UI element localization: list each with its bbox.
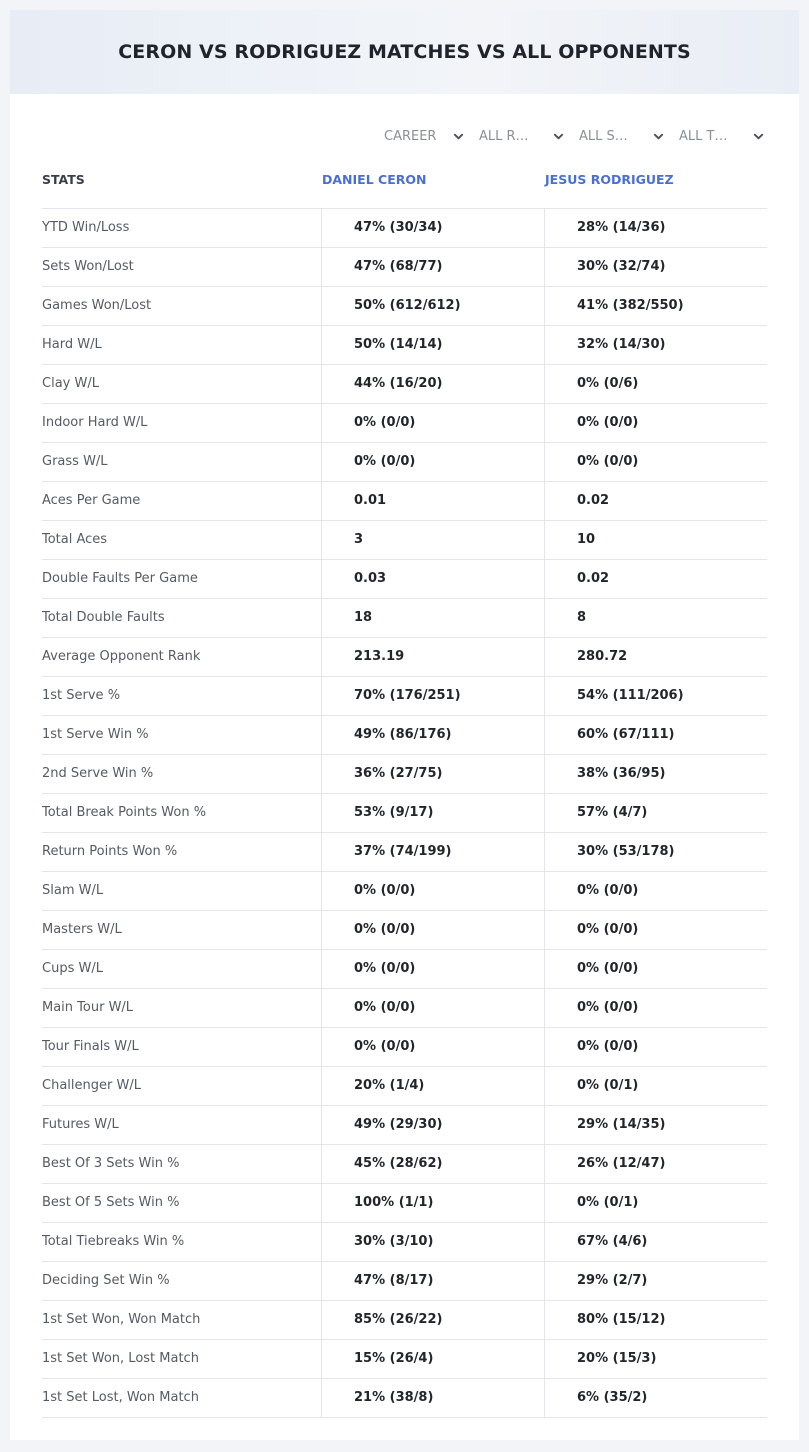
- table-header: [42, 172, 767, 208]
- player2-value: 0% (0/0): [544, 950, 767, 988]
- table-row: [42, 248, 767, 287]
- player1-value: 47% (68/77): [321, 248, 543, 286]
- page-header: [10, 10, 799, 94]
- player1-value: 45% (28/62): [321, 1145, 543, 1183]
- player1-value: 21% (38/8): [321, 1379, 543, 1417]
- stat-label: Tour Finals W/L: [42, 1039, 139, 1054]
- stat-label: Main Tour W/L: [42, 1000, 134, 1015]
- table-row: [42, 521, 767, 560]
- stat-label: 1st Serve Win %: [42, 727, 149, 742]
- stat-label: Best Of 3 Sets Win %: [42, 1156, 180, 1171]
- table-row: [42, 638, 767, 677]
- table-row: [42, 1301, 767, 1340]
- table-row: [42, 989, 767, 1028]
- player1-value: 0% (0/0): [321, 950, 543, 988]
- stat-label: Average Opponent Rank: [42, 649, 201, 664]
- stat-label: Games Won/Lost: [42, 298, 152, 313]
- player2-value: 0% (0/0): [544, 872, 767, 910]
- filter-tournament-select[interactable]: [679, 126, 764, 146]
- table-row: [42, 872, 767, 911]
- player1-value: 0% (0/0): [321, 443, 543, 481]
- player1-value: 47% (30/34): [321, 209, 543, 247]
- player1-link[interactable]: DANIEL CERON: [322, 172, 427, 187]
- filter-round-select[interactable]: [479, 126, 564, 146]
- player1-value: 49% (86/176): [321, 716, 543, 754]
- stat-label: 1st Set Lost, Won Match: [42, 1390, 199, 1405]
- player2-value: 67% (4/6): [544, 1223, 767, 1261]
- player1-value: 0% (0/0): [321, 1028, 543, 1066]
- table-row: [42, 1223, 767, 1262]
- table-row: [42, 1379, 767, 1418]
- table-row: [42, 1262, 767, 1301]
- player2-value: 38% (36/95): [544, 755, 767, 793]
- player2-value: 20% (15/3): [544, 1340, 767, 1378]
- table-row: [42, 482, 767, 521]
- player1-value: 213.19: [321, 638, 543, 676]
- player2-link[interactable]: JESUS RODRIGUEZ: [545, 172, 674, 187]
- player2-value: 29% (2/7): [544, 1262, 767, 1300]
- stat-label: Grass W/L: [42, 454, 108, 469]
- player1-value: 0% (0/0): [321, 989, 543, 1027]
- table-row: [42, 287, 767, 326]
- player1-value: 50% (14/14): [321, 326, 543, 364]
- player2-value: 0% (0/0): [544, 911, 767, 949]
- table-row: [42, 326, 767, 365]
- filter-period-select[interactable]: [384, 126, 464, 146]
- filter-surface-label: ALL S…: [579, 128, 628, 144]
- player2-value: 0% (0/6): [544, 365, 767, 403]
- player1-value: 0% (0/0): [321, 911, 543, 949]
- player1-value: 36% (27/75): [321, 755, 543, 793]
- player1-value: 0.01: [321, 482, 543, 520]
- player2-value: 0% (0/0): [544, 404, 767, 442]
- stat-label: 1st Set Won, Lost Match: [42, 1351, 199, 1366]
- player1-value: 18: [321, 599, 543, 637]
- table-row: [42, 365, 767, 404]
- player2-value: 0% (0/0): [544, 1028, 767, 1066]
- player1-value: 44% (16/20): [321, 365, 543, 403]
- player2-value: 280.72: [544, 638, 767, 676]
- player2-value: 80% (15/12): [544, 1301, 767, 1339]
- table-row: [42, 1028, 767, 1067]
- table-row: [42, 911, 767, 950]
- player2-value: 30% (32/74): [544, 248, 767, 286]
- player1-value: 50% (612/612): [321, 287, 543, 325]
- stats-column-header: STATS: [42, 172, 85, 187]
- player2-value: 29% (14/35): [544, 1106, 767, 1144]
- player2-value: 0% (0/1): [544, 1067, 767, 1105]
- player1-value: 3: [321, 521, 543, 559]
- stat-label: Total Double Faults: [42, 610, 165, 625]
- stats-table-body: [42, 208, 767, 1418]
- chevron-down-icon: [653, 131, 664, 142]
- player2-value: 6% (35/2): [544, 1379, 767, 1417]
- chevron-down-icon: [753, 131, 764, 142]
- filter-bar: [10, 126, 799, 146]
- player2-value: 41% (382/550): [544, 287, 767, 325]
- table-row: [42, 950, 767, 989]
- player1-value: 0% (0/0): [321, 872, 543, 910]
- player2-value: 60% (67/111): [544, 716, 767, 754]
- table-row: [42, 755, 767, 794]
- player2-value: 10: [544, 521, 767, 559]
- player1-value: 0.03: [321, 560, 543, 598]
- player1-value: 47% (8/17): [321, 1262, 543, 1300]
- stat-label: Slam W/L: [42, 883, 104, 898]
- stat-label: YTD Win/Loss: [42, 220, 130, 235]
- stat-label: Indoor Hard W/L: [42, 415, 148, 430]
- stat-label: Hard W/L: [42, 337, 102, 352]
- player1-value: 100% (1/1): [321, 1184, 543, 1222]
- player1-value: 53% (9/17): [321, 794, 543, 832]
- page-title: CERON VS RODRIGUEZ MATCHES VS ALL OPPONENTS: [118, 41, 691, 63]
- table-row: [42, 443, 767, 482]
- stat-label: Total Tiebreaks Win %: [42, 1234, 185, 1249]
- stat-label: Best Of 5 Sets Win %: [42, 1195, 180, 1210]
- stat-label: Total Break Points Won %: [42, 805, 207, 820]
- stats-card: [10, 10, 799, 1440]
- player1-value: 0% (0/0): [321, 404, 543, 442]
- stat-label: Futures W/L: [42, 1117, 119, 1132]
- stat-label: Deciding Set Win %: [42, 1273, 170, 1288]
- player2-value: 30% (53/178): [544, 833, 767, 871]
- stat-label: Masters W/L: [42, 922, 122, 937]
- player2-value: 32% (14/30): [544, 326, 767, 364]
- table-row: [42, 560, 767, 599]
- table-row: [42, 833, 767, 872]
- table-row: [42, 1106, 767, 1145]
- player2-value: 54% (111/206): [544, 677, 767, 715]
- table-row: [42, 1067, 767, 1106]
- stat-label: Return Points Won %: [42, 844, 178, 859]
- table-row: [42, 677, 767, 716]
- stat-label: Aces Per Game: [42, 493, 141, 508]
- stat-label: Clay W/L: [42, 376, 99, 391]
- stat-label: 2nd Serve Win %: [42, 766, 154, 781]
- table-row: [42, 209, 767, 248]
- table-row: [42, 404, 767, 443]
- chevron-down-icon: [553, 131, 564, 142]
- player1-value: 15% (26/4): [321, 1340, 543, 1378]
- stat-label: Total Aces: [42, 532, 108, 547]
- stat-label: 1st Set Won, Won Match: [42, 1312, 201, 1327]
- player2-value: 0% (0/0): [544, 989, 767, 1027]
- player2-value: 0% (0/0): [544, 443, 767, 481]
- player1-value: 85% (26/22): [321, 1301, 543, 1339]
- stat-label: Challenger W/L: [42, 1078, 141, 1093]
- player2-value: 28% (14/36): [544, 209, 767, 247]
- filter-surface-select[interactable]: [579, 126, 664, 146]
- chevron-down-icon: [453, 131, 464, 142]
- player2-value: 0.02: [544, 560, 767, 598]
- player2-value: 0% (0/1): [544, 1184, 767, 1222]
- filter-round-label: ALL R…: [479, 128, 529, 144]
- filter-tournament-label: ALL T…: [679, 128, 728, 144]
- stat-label: Double Faults Per Game: [42, 571, 198, 586]
- stat-label: Sets Won/Lost: [42, 259, 134, 274]
- table-row: [42, 716, 767, 755]
- stat-label: Cups W/L: [42, 961, 103, 976]
- stat-label: 1st Serve %: [42, 688, 121, 703]
- player1-value: 20% (1/4): [321, 1067, 543, 1105]
- table-row: [42, 1184, 767, 1223]
- player1-value: 37% (74/199): [321, 833, 543, 871]
- player1-value: 30% (3/10): [321, 1223, 543, 1261]
- table-row: [42, 599, 767, 638]
- filter-period-label: CAREER: [384, 128, 437, 144]
- table-row: [42, 794, 767, 833]
- player1-value: 70% (176/251): [321, 677, 543, 715]
- player2-value: 8: [544, 599, 767, 637]
- table-row: [42, 1340, 767, 1379]
- player2-value: 0.02: [544, 482, 767, 520]
- player2-value: 26% (12/47): [544, 1145, 767, 1183]
- player1-value: 49% (29/30): [321, 1106, 543, 1144]
- table-row: [42, 1145, 767, 1184]
- player2-value: 57% (4/7): [544, 794, 767, 832]
